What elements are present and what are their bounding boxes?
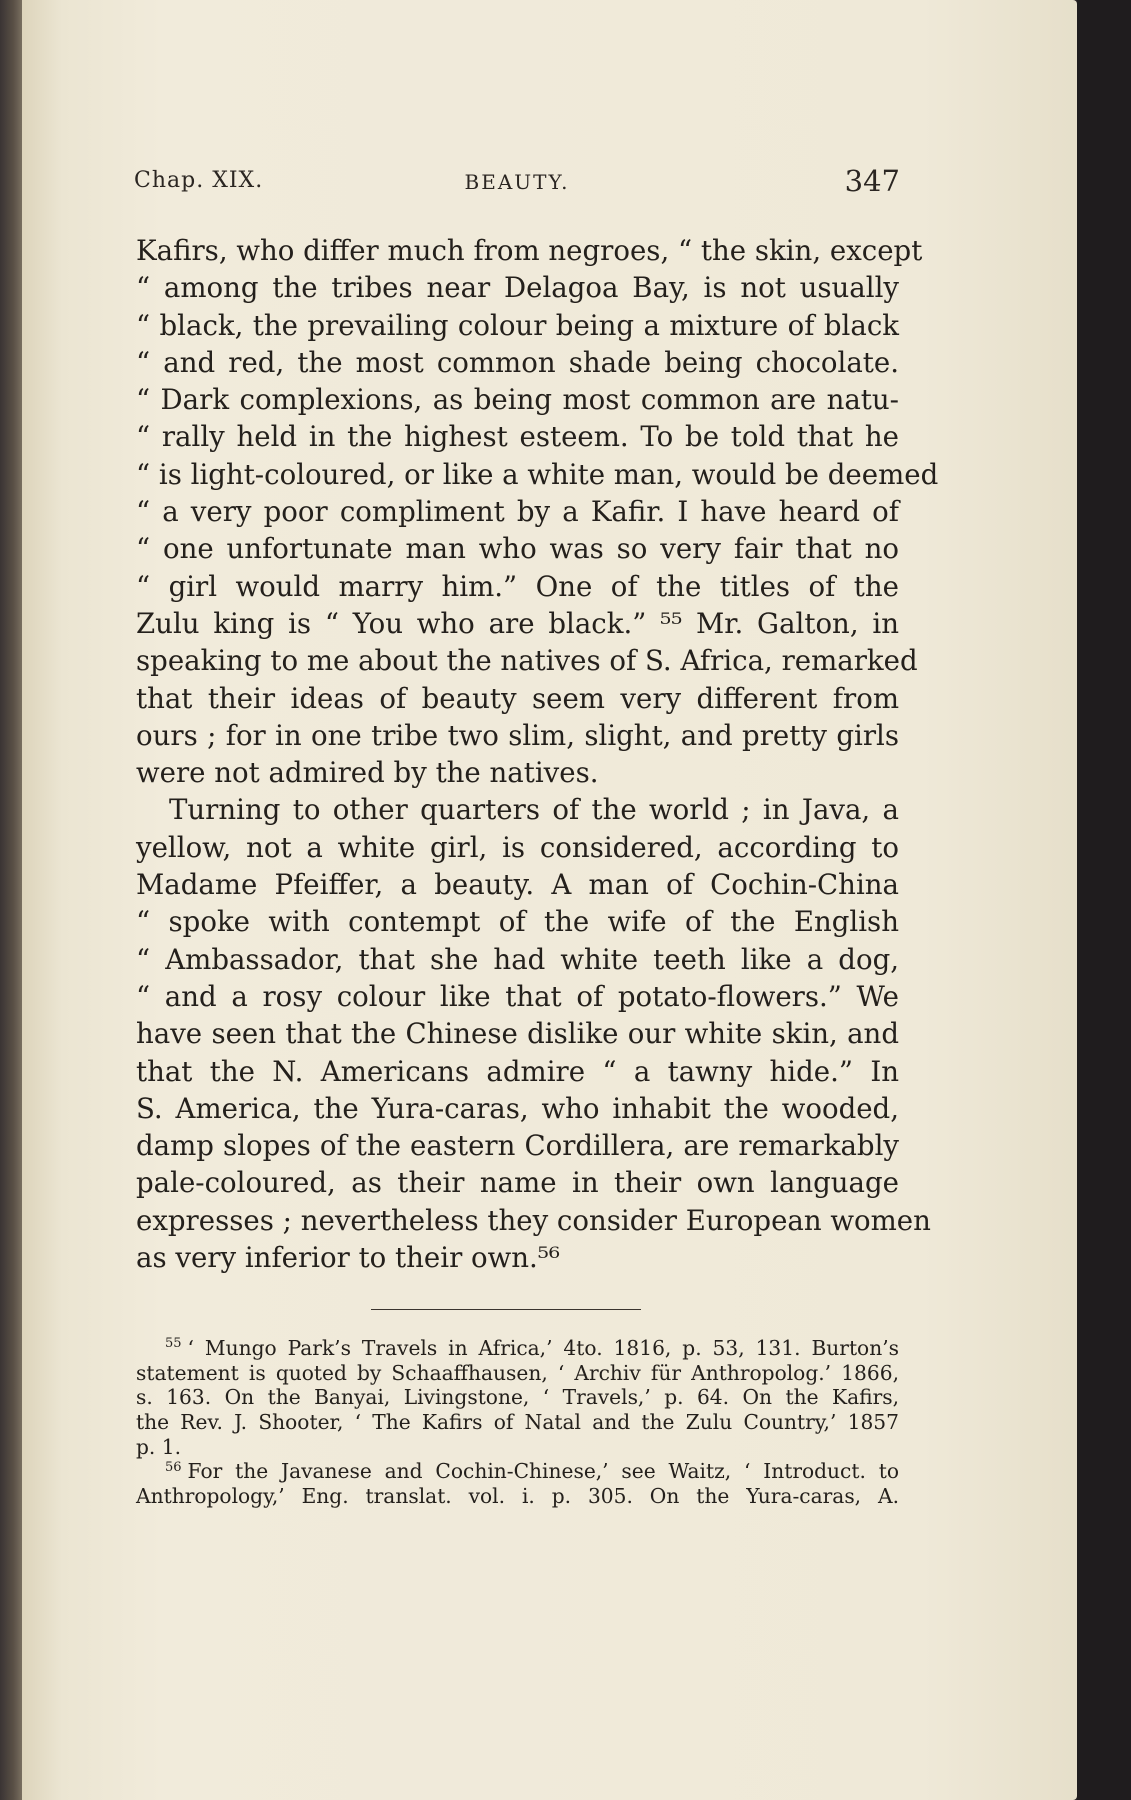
text-line: Turning to other quarters of the world ; in Java, a xyxy=(169,793,899,827)
footnote-55-line: s. 163. On the Banyai, Livingstone, ‘ Travels,’ p. 64. On the Kafirs, xyxy=(136,1385,899,1410)
text-line: S. America, the Yura-caras, who inhabit the wooded, xyxy=(136,1091,899,1125)
text-line: “ rally held in the highest esteem. To be told that he xyxy=(136,420,899,454)
text-line: Zulu king is “ You who are black.” ⁵⁵ Mr. Galton, in xyxy=(136,606,899,640)
text-line: “ a very poor compliment by a Kafir. I have heard of xyxy=(136,495,899,529)
text-line: “ black, the prevailing colour being a mixture of black xyxy=(136,308,899,342)
footnote-text: ‘ Mungo Park’s Travels in Africa,’ 4to. 1816, p. 53, 131. Burton’s xyxy=(187,1336,899,1360)
text-line: ours ; for in one tribe two slim, slight, and pretty girls xyxy=(136,718,899,752)
text-line: “ one unfortunate man who was so very fair that no xyxy=(136,532,899,566)
chapter-label: Chap. XIX. xyxy=(134,168,264,193)
text-line: speaking to me about the natives of S. Africa, remarked xyxy=(136,644,918,678)
page-title: BEAUTY. xyxy=(464,170,570,194)
text-line: Kafirs, who differ much from negroes, “ the skin, except xyxy=(136,234,923,267)
footnote-55-line: statement is quoted by Schaaffhausen, ‘ Archiv für Anthropolog.’ 1866, xyxy=(136,1360,899,1385)
text-line: “ spoke with contempt of the wife of the English xyxy=(136,905,899,939)
text-line: “ girl would marry him.” One of the titles of the xyxy=(136,569,899,603)
text-line: “ Ambassador, that she had white teeth like a dog, xyxy=(136,942,899,976)
footnote-56-line: Anthropology,’ Eng. translat. vol. i. p. 305. On the Yura-caras, A. xyxy=(136,1484,899,1509)
footnote-56-line xyxy=(136,1459,899,1484)
text-line: damp slopes of the eastern Cordillera, are remarkably xyxy=(136,1129,899,1163)
page-number: 347 xyxy=(844,164,900,198)
text-line: Madame Pfeiffer, a beauty. A man of Cochin-China xyxy=(136,868,899,902)
text-line: that the N. Americans admire “ a tawny hide.” In xyxy=(136,1054,899,1088)
text-line: were not admired by the natives. xyxy=(136,756,599,790)
footnote-55-line: the Rev. J. Shooter, ‘ The Kafirs of Natal and the Zulu Country,’ 1857 xyxy=(136,1410,899,1435)
text-line: have seen that the Chinese dislike our white skin, and xyxy=(136,1017,899,1051)
footnote-divider xyxy=(371,1309,641,1310)
text-line: “ is light-coloured, or like a white man, would be deemed xyxy=(136,457,939,491)
footnote-text: For the Javanese and Cochin-Chinese,’ see Waitz, ‘ Introduct. to xyxy=(187,1459,899,1484)
text-line: expresses ; nevertheless they consider European women xyxy=(136,1203,931,1237)
text-line: as very inferior to their own.⁵⁶ xyxy=(136,1241,560,1275)
text-line: “ and red, the most common shade being chocolate. xyxy=(136,345,899,379)
footnote-55-line: p. 1. xyxy=(136,1434,182,1459)
text-line: pale-coloured, as their name in their own language xyxy=(136,1166,899,1200)
body-text xyxy=(136,232,939,1276)
footnotes xyxy=(136,1336,899,1509)
footnote-marker: 55 xyxy=(165,1336,182,1352)
footnote-marker: 56 xyxy=(165,1459,182,1475)
running-head xyxy=(134,164,900,204)
text-line: “ and a rosy colour like that of potato-flowers.” We xyxy=(136,979,899,1013)
text-line: yellow, not a white girl, is considered, according to xyxy=(136,830,899,864)
text-line: that their ideas of beauty seem very different from xyxy=(136,681,899,715)
page-edge-shadow xyxy=(1077,0,1131,1800)
footnote-55-line xyxy=(136,1336,899,1361)
text-line: “ Dark complexions, as being most common are natu- xyxy=(136,383,899,417)
text-line: “ among the tribes near Delagoa Bay, is not usually xyxy=(136,271,899,305)
